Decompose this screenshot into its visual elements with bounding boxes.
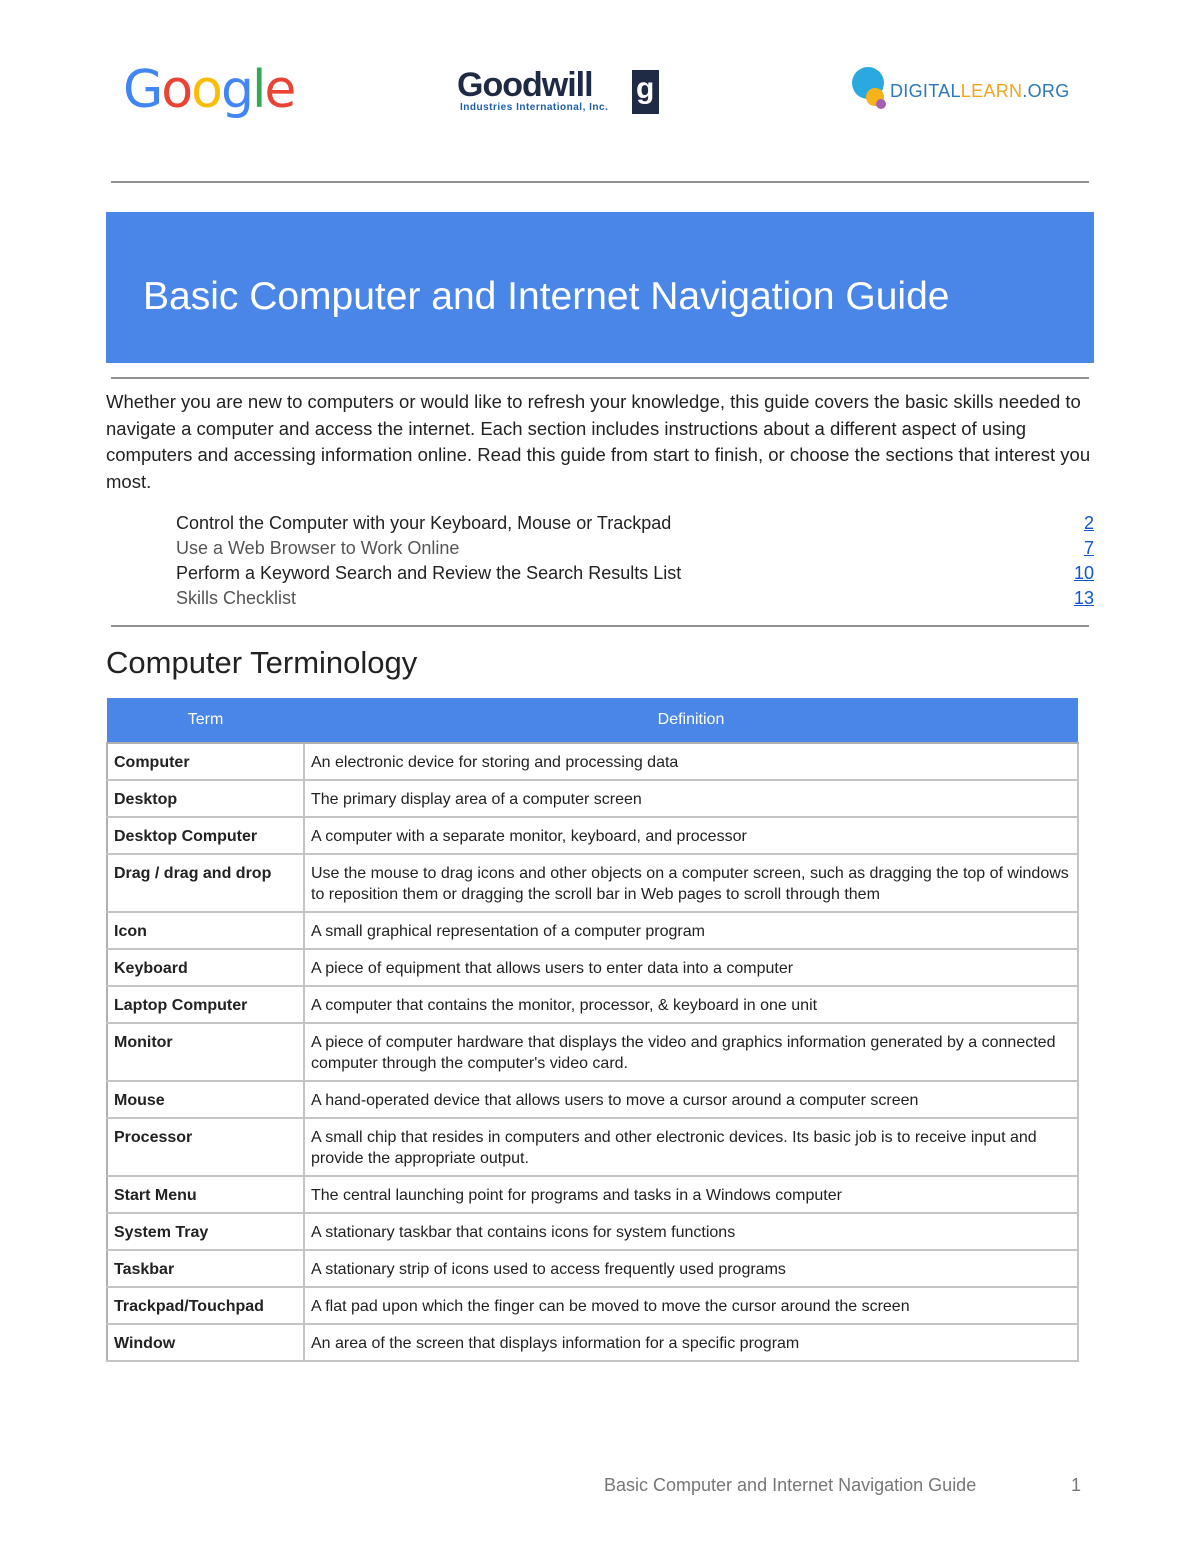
table-row bbox=[107, 1081, 1078, 1118]
table-row bbox=[107, 1250, 1078, 1287]
definition-cell: Use the mouse to drag icons and other objects on a computer screen, such as dragging the top of windows to reposition them or dragging the scroll bar in Web pages to scroll through them bbox=[304, 854, 1078, 912]
toc-page-link[interactable]: 7 bbox=[1083, 538, 1094, 558]
table-row bbox=[107, 949, 1078, 986]
term-cell: Processor bbox=[107, 1118, 304, 1176]
term-cell: Keyboard bbox=[107, 949, 304, 986]
term-cell: Computer bbox=[107, 743, 304, 780]
intro-paragraph: Whether you are new to computers or would like to refresh your knowledge, this guide covers the basic skills needed to navigate a computer and access the internet. Each section includes instructions about a different aspect of using computers and accessing information online. Read this guide from start to finish, or choose the sections that interest you most. bbox=[106, 391, 1091, 492]
table-row bbox=[107, 1324, 1078, 1361]
header-divider bbox=[111, 181, 1089, 183]
terminology-table bbox=[106, 698, 1079, 1362]
definition-cell: A piece of equipment that allows users to enter data into a computer bbox=[304, 949, 1078, 986]
term-cell: Mouse bbox=[107, 1081, 304, 1118]
definition-cell: A flat pad upon which the finger can be moved to move the cursor around the screen bbox=[304, 1287, 1078, 1324]
page-title: Basic Computer and Internet Navigation Guide bbox=[143, 275, 950, 318]
digitallearn-wordmark: DIGITALLEARN.ORG bbox=[890, 81, 1070, 101]
toc-item-label[interactable]: Use a Web Browser to Work Online bbox=[176, 538, 460, 558]
definition-cell: A small graphical representation of a computer program bbox=[304, 912, 1078, 949]
toc-item[interactable] bbox=[176, 511, 1094, 536]
table-row bbox=[107, 743, 1078, 780]
section-heading: Computer Terminology bbox=[106, 645, 418, 680]
toc-item[interactable] bbox=[176, 536, 1094, 561]
toc-item[interactable] bbox=[176, 561, 1094, 586]
definition-cell: A computer that contains the monitor, processor, & keyboard in one unit bbox=[304, 986, 1078, 1023]
table-row bbox=[107, 986, 1078, 1023]
banner-divider bbox=[111, 377, 1089, 379]
bubble-dot-icon bbox=[876, 99, 886, 109]
digitallearn-logo bbox=[852, 64, 1092, 120]
table-row bbox=[107, 817, 1078, 854]
table-row bbox=[107, 1118, 1078, 1176]
term-cell: Icon bbox=[107, 912, 304, 949]
toc-page-link[interactable]: 10 bbox=[1073, 563, 1094, 583]
definition-cell: A hand-operated device that allows users to move a cursor around a computer screen bbox=[304, 1081, 1078, 1118]
table-row bbox=[107, 1176, 1078, 1213]
table-row bbox=[107, 1287, 1078, 1324]
definition-cell: The primary display area of a computer screen bbox=[304, 780, 1078, 817]
footer-page-number: 1 bbox=[1071, 1475, 1082, 1495]
term-cell: Desktop bbox=[107, 780, 304, 817]
term-cell: Drag / drag and drop bbox=[107, 854, 304, 912]
term-cell: Window bbox=[107, 1324, 304, 1361]
term-cell: Trackpad/Touchpad bbox=[107, 1287, 304, 1324]
goodwill-subtitle: Industries International, Inc. bbox=[460, 102, 609, 113]
definition-cell: A stationary taskbar that contains icons for system functions bbox=[304, 1213, 1078, 1250]
term-cell: Monitor bbox=[107, 1023, 304, 1081]
title-banner bbox=[106, 212, 1094, 363]
table-row bbox=[107, 854, 1078, 912]
definition-cell: A computer with a separate monitor, keyboard, and processor bbox=[304, 817, 1078, 854]
term-cell: System Tray bbox=[107, 1213, 304, 1250]
footer-title: Basic Computer and Internet Navigation Guide bbox=[604, 1475, 977, 1495]
google-logo: Google bbox=[123, 60, 295, 120]
column-header-definition: Definition bbox=[304, 698, 1078, 743]
table-row bbox=[107, 912, 1078, 949]
definition-cell: The central launching point for programs and tasks in a Windows computer bbox=[304, 1176, 1078, 1213]
table-header-row bbox=[107, 698, 1078, 743]
definition-cell: An electronic device for storing and processing data bbox=[304, 743, 1078, 780]
toc-page-link[interactable]: 2 bbox=[1083, 513, 1094, 533]
definition-cell: A small chip that resides in computers and other electronic devices. Its basic job is to receive input and provide the appropriate output. bbox=[304, 1118, 1078, 1176]
goodwill-logo bbox=[457, 66, 667, 120]
toc-item-label[interactable]: Control the Computer with your Keyboard, Mouse or Trackpad bbox=[176, 513, 672, 533]
goodwill-wordmark: Goodwill bbox=[457, 66, 593, 104]
definition-cell: An area of the screen that displays information for a specific program bbox=[304, 1324, 1078, 1361]
toc-item[interactable] bbox=[176, 586, 1094, 611]
toc-item-label[interactable]: Perform a Keyword Search and Review the Search Results List bbox=[176, 563, 682, 583]
term-cell: Laptop Computer bbox=[107, 986, 304, 1023]
definition-cell: A stationary strip of icons used to access frequently used programs bbox=[304, 1250, 1078, 1287]
toc-divider bbox=[111, 625, 1089, 627]
toc-item-label[interactable]: Skills Checklist bbox=[176, 588, 297, 608]
term-cell: Taskbar bbox=[107, 1250, 304, 1287]
table-row bbox=[107, 780, 1078, 817]
column-header-term: Term bbox=[107, 698, 304, 743]
table-row bbox=[107, 1213, 1078, 1250]
term-cell: Start Menu bbox=[107, 1176, 304, 1213]
table-of-contents bbox=[176, 511, 1094, 611]
term-cell: Desktop Computer bbox=[107, 817, 304, 854]
goodwill-g-mark: g bbox=[632, 70, 659, 114]
toc-page-link[interactable]: 13 bbox=[1073, 588, 1094, 608]
table-row bbox=[107, 1023, 1078, 1081]
definition-cell: A piece of computer hardware that displays the video and graphics information generated by a connected computer through the computer's video card. bbox=[304, 1023, 1078, 1081]
